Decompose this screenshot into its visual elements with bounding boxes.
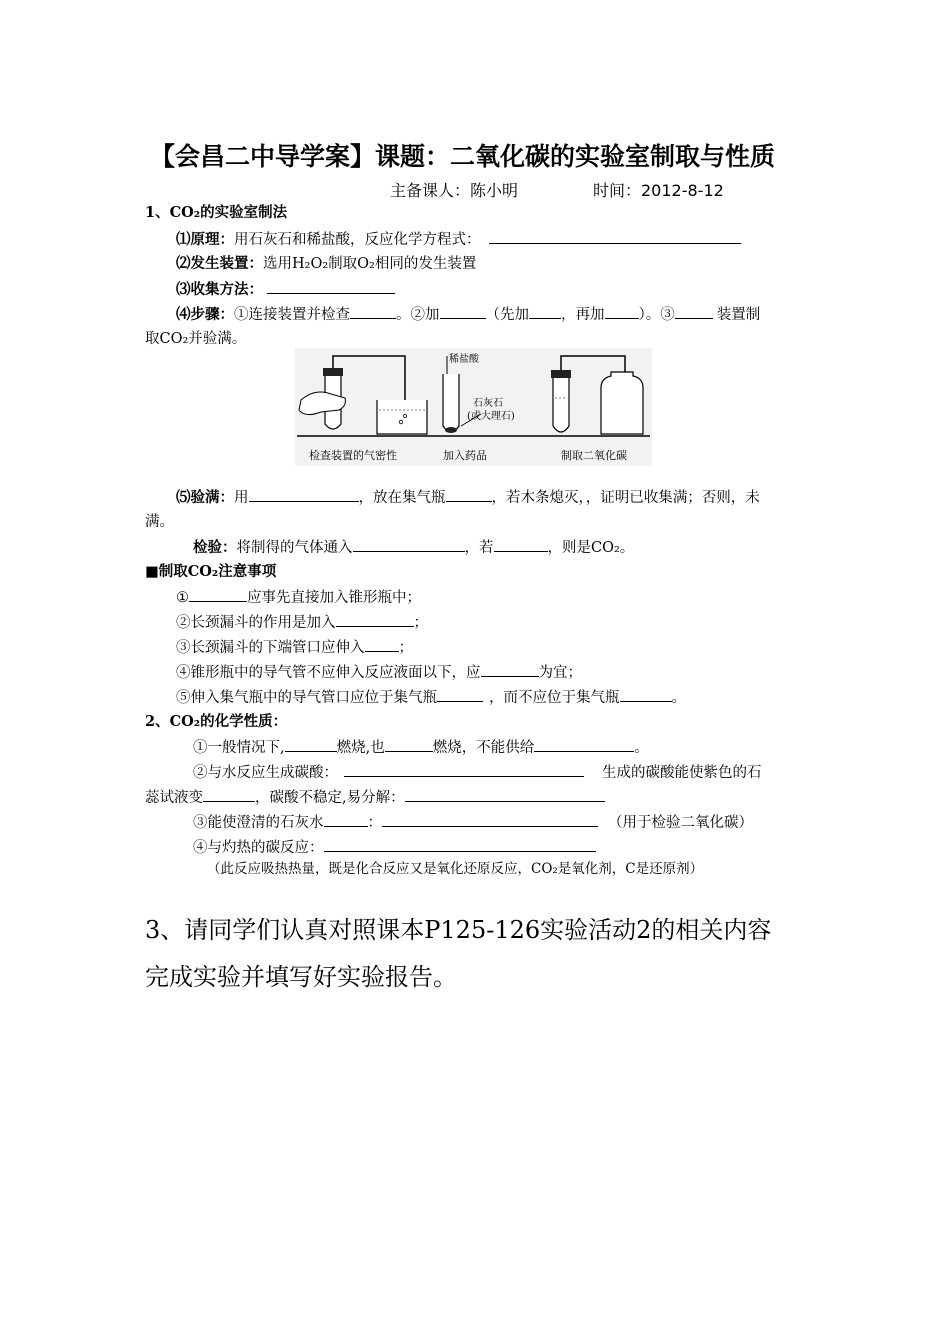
property-2-text-d: ，碳酸不稳定,易分解： xyxy=(255,790,405,806)
section3-line-1: 3、请同学们认真对照课本P125-126实验活动2的相关内容 xyxy=(145,916,772,944)
label-stone: 石灰石 xyxy=(473,398,503,409)
steps-text-4: ，再加 xyxy=(561,307,605,323)
property-1-text-a: ①一般情况下, xyxy=(193,740,285,756)
note-2 xyxy=(176,612,428,633)
section1-heading: 1、CO₂的实验室制法 xyxy=(145,204,288,221)
note-2-text-b: ； xyxy=(413,615,428,631)
principle-label: ⑴原理： xyxy=(176,231,234,248)
steps-line xyxy=(176,304,760,325)
property-2-blank-2[interactable] xyxy=(203,787,255,802)
caption-airtightness: 检查装置的气密性 xyxy=(309,449,397,462)
note-1-blank[interactable] xyxy=(189,587,247,602)
property-4 xyxy=(193,837,596,858)
property-2-blank-1[interactable] xyxy=(344,762,584,777)
note-5-blank-2[interactable] xyxy=(620,687,672,702)
principle-text: 用石灰石和稀盐酸，反应化学方程式： xyxy=(234,232,481,248)
note-1-text-b: 应事先直接加入锥形瓶中； xyxy=(247,590,421,606)
apparatus-line xyxy=(176,254,476,274)
apparatus-text: 选用H₂O₂制取O₂相同的发生装置 xyxy=(263,256,477,272)
full-text-2: ，放在集气瓶 xyxy=(358,490,446,506)
test-text-3: ，则是CO₂。 xyxy=(547,540,635,556)
note-4-blank[interactable] xyxy=(481,662,539,677)
property-3-text-c: （用于检验二氧化碳） xyxy=(608,815,753,831)
note-3-blank[interactable] xyxy=(365,637,399,652)
page-title: 【会昌二中导学案】课题：二氧化碳的实验室制取与性质 xyxy=(150,142,776,171)
principle-blank[interactable] xyxy=(489,229,741,244)
caption-make-co2: 制取二氧化碳 xyxy=(561,449,627,462)
note-3-text-b: ； xyxy=(398,640,413,656)
property-3-text-b: ： xyxy=(367,815,382,831)
note-2-blank[interactable] xyxy=(336,612,414,627)
apparatus-label: ⑵发生装置： xyxy=(176,255,263,272)
label-acid: 稀盐酸 xyxy=(449,354,479,365)
caption-add-reagents: 加入药品 xyxy=(443,449,487,462)
note-3 xyxy=(176,637,413,658)
note-1-text-a: ① xyxy=(176,590,189,606)
steps-line-2: 取CO₂并验满。 xyxy=(145,331,247,347)
steps-text-5: ）。③ xyxy=(638,307,675,323)
date: 时间：2012-8-12 xyxy=(593,181,724,200)
section3-line-2: 完成实验并填写好实验报告。 xyxy=(145,963,457,991)
test-blank-1[interactable] xyxy=(353,537,465,552)
test-blank-2[interactable] xyxy=(494,537,548,552)
property-2-text-a: ②与水反应生成碳酸： xyxy=(193,765,338,781)
principle-line xyxy=(176,229,741,250)
property-1 xyxy=(193,737,649,758)
note-3-text-a: ③长颈漏斗的下端管口应伸入 xyxy=(176,640,365,656)
property-1-text-b: 燃烧,也 xyxy=(336,740,385,756)
steps-blank-1[interactable] xyxy=(350,304,396,319)
full-check-line-2: 满。 xyxy=(145,514,174,530)
steps-text-3: （先加 xyxy=(485,307,529,323)
property-2-text-b: 生成的碳酸能使紫色的石 xyxy=(602,765,762,781)
label-stone-alt: (或大理石) xyxy=(467,411,515,422)
notes-heading: ■制取CO₂注意事项 xyxy=(145,563,277,580)
property-1-text-d: 。 xyxy=(634,740,649,756)
steps-blank-4[interactable] xyxy=(605,304,639,319)
test-line xyxy=(193,537,634,558)
test-label: 检验： xyxy=(193,539,237,556)
full-blank-2[interactable] xyxy=(446,487,492,502)
collection-label: ⑶收集方法： xyxy=(176,281,263,298)
note-5-text-c: 。 xyxy=(671,690,686,706)
test-text-2: ，若 xyxy=(464,540,494,556)
property-2 xyxy=(193,762,762,783)
property-3 xyxy=(193,812,753,833)
steps-text-1: ①连接装置并检查 xyxy=(234,307,350,323)
collection-blank[interactable] xyxy=(267,279,395,294)
property-1-blank-2[interactable] xyxy=(385,737,433,752)
property-3-blank-1[interactable] xyxy=(324,812,368,827)
section2-heading: 2、CO₂的化学性质： xyxy=(145,713,288,730)
property-2-cont xyxy=(145,787,605,808)
property-3-blank-2[interactable] xyxy=(382,812,598,827)
property-2-blank-3[interactable] xyxy=(405,787,605,802)
note-5-blank-1[interactable] xyxy=(437,687,483,702)
note-4 xyxy=(176,662,582,683)
note-5-text-a: ⑤伸入集气瓶中的导气管口应位于集气瓶 xyxy=(176,690,437,706)
note-5-text-b: ，而不应位于集气瓶 xyxy=(489,690,620,706)
steps-blank-5[interactable] xyxy=(675,304,713,319)
collection-line xyxy=(176,279,395,300)
property-3-text-a: ③能使澄清的石灰水 xyxy=(193,815,324,831)
preparer: 主备课人：陈小明 xyxy=(390,181,519,200)
note-1 xyxy=(176,587,421,608)
property-4-text-a: ④与灼热的碳反应： xyxy=(193,840,324,856)
full-text-1: 用 xyxy=(234,490,249,506)
property-4-note: （此反应吸热热量，既是化合反应又是氧化还原反应，CO₂是氧化剂，C是还原剂） xyxy=(207,861,704,877)
steps-label: ⑷步骤： xyxy=(176,306,234,323)
full-blank-1[interactable] xyxy=(249,487,359,502)
property-2-text-c: 蕊试液变 xyxy=(145,790,203,806)
full-text-3: ，若木条熄灭，，证明已收集满；否则，未 xyxy=(491,490,760,506)
test-text-1: 将制得的气体通入 xyxy=(236,540,353,556)
note-4-text-b: 为宜； xyxy=(538,665,582,681)
steps-blank-2[interactable] xyxy=(440,304,486,319)
steps-blank-3[interactable] xyxy=(529,304,561,319)
property-4-blank[interactable] xyxy=(324,837,596,852)
apparatus-figure xyxy=(295,348,652,466)
note-5 xyxy=(176,687,686,708)
steps-text-6: 装置制 xyxy=(716,307,761,323)
note-2-text-a: ②长颈漏斗的作用是加入 xyxy=(176,615,336,631)
note-4-text-a: ④锥形瓶中的导气管不应伸入反应液面以下，应 xyxy=(176,665,481,681)
full-label: ⑸验满： xyxy=(176,489,234,506)
property-1-blank-1[interactable] xyxy=(285,737,337,752)
property-1-blank-3[interactable] xyxy=(534,737,634,752)
property-1-text-c: 燃烧，不能供给 xyxy=(432,740,535,756)
full-check-line xyxy=(176,487,760,508)
steps-text-2: 。②加 xyxy=(396,307,440,323)
